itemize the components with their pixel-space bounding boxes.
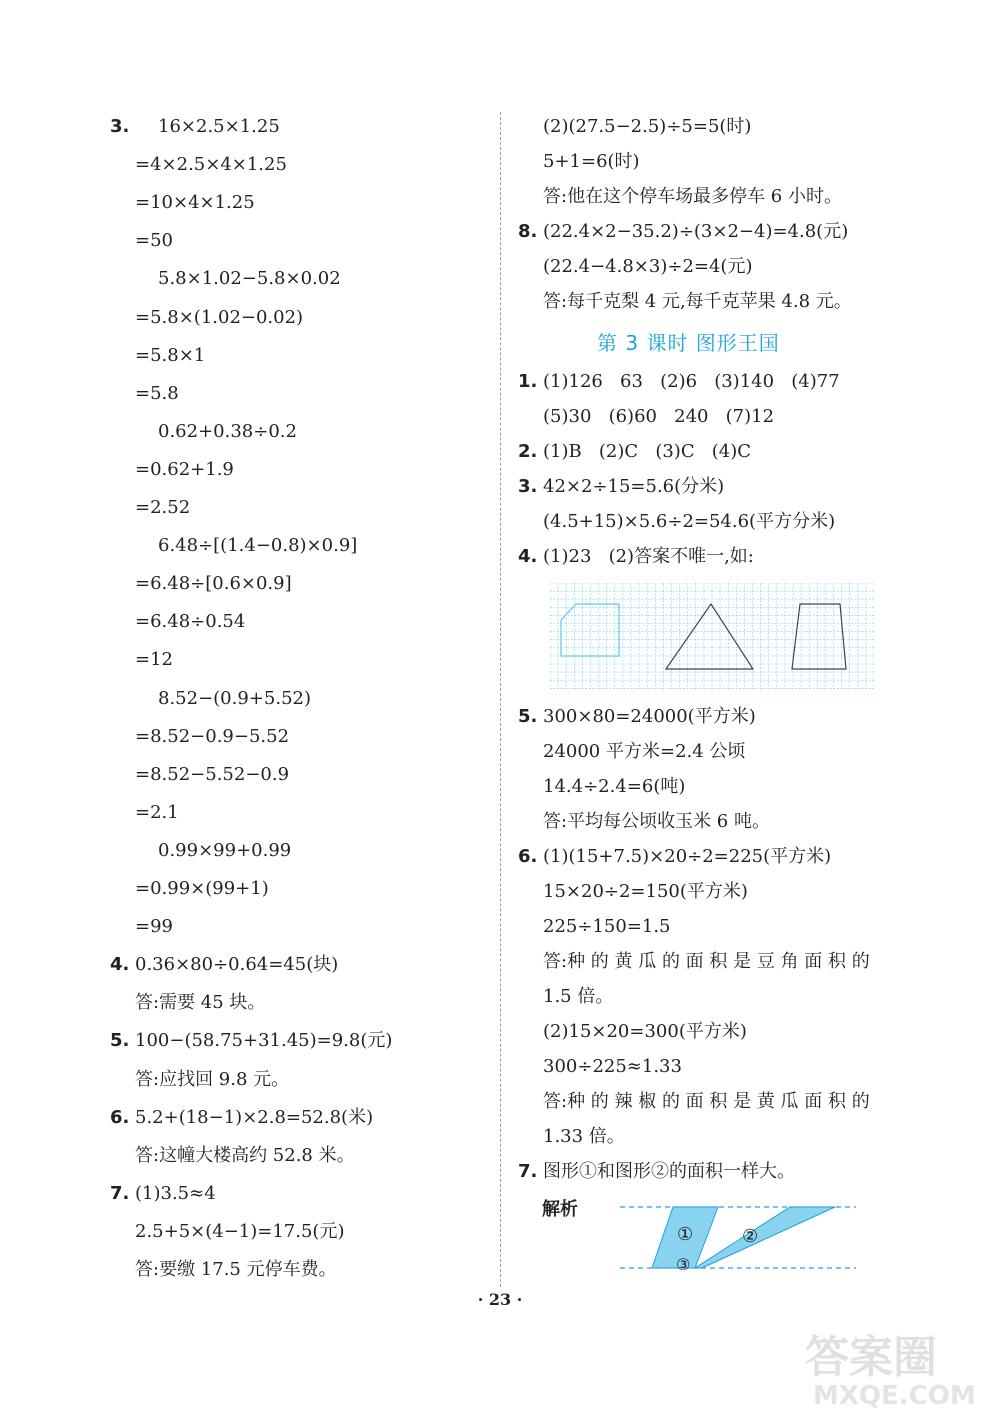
- answer-line: 24000 平方米=2.4 公顷: [543, 741, 746, 762]
- answer-line: =50: [135, 230, 173, 252]
- answer-line: 300×80=24000(平方米): [543, 706, 756, 727]
- answer-line: 答:平均每公顷收玉米 6 吨。: [543, 811, 770, 832]
- answer-line: (1)126 63 (2)6 (3)140 (4)77: [543, 371, 840, 392]
- answer-line: (1)(15+7.5)×20÷2=225(平方米): [543, 846, 832, 867]
- answer-line: 答:这幢大楼高约 52.8 米。: [135, 1144, 355, 1166]
- answer-line: (1)3.5≈4: [135, 1182, 216, 1204]
- answer-line: =2.1: [135, 801, 179, 823]
- answer-line: =5.8×(1.02−0.02): [135, 306, 304, 328]
- answer-line: =4×2.5×4×1.25: [135, 154, 287, 176]
- answer-line: =5.8: [135, 382, 179, 404]
- label-three: ③: [676, 1255, 691, 1274]
- answer-line: 42×2÷15=5.6(分米): [543, 476, 725, 497]
- answer-line: =6.48÷0.54: [135, 611, 246, 633]
- problem-number: 2.: [518, 441, 538, 462]
- problem-number: 3.: [518, 476, 538, 497]
- problem-number: 7.: [518, 1161, 538, 1182]
- answer-line: 225÷150=1.5: [543, 916, 671, 937]
- svg-text:MXQE.COM: MXQE.COM: [813, 1381, 976, 1408]
- answer-line: =10×4×1.25: [135, 192, 255, 214]
- analysis-label: 解析: [542, 1199, 578, 1220]
- label-one: ①: [677, 1224, 694, 1245]
- answer-line: 16×2.5×1.25: [158, 116, 280, 137]
- page-number: · 23 ·: [477, 1290, 523, 1309]
- answer-line: 15×20÷2=150(平方米): [543, 881, 748, 902]
- answer-line: 100−(58.75+31.45)=9.8(元): [135, 1030, 393, 1052]
- answer-line: (1)23 (2)答案不唯一,如:: [543, 546, 754, 567]
- answer-line: 14.4÷2.4=6(吨): [543, 776, 686, 797]
- answer-line: 答:种 的 黄 瓜 的 面 积 是 豆 角 面 积 的: [543, 951, 870, 972]
- grid-figure: [550, 583, 874, 689]
- answer-line: =8.52−0.9−5.52: [135, 725, 290, 747]
- problem-number: 3.: [110, 116, 130, 137]
- column-divider: [500, 112, 501, 1287]
- problem-number: 5.: [110, 1030, 130, 1052]
- answer-line: 答:需要 45 块。: [135, 992, 266, 1014]
- problem-number: 4.: [518, 546, 538, 567]
- shape-two: [695, 1207, 835, 1268]
- answer-line: 1.33 倍。: [543, 1126, 625, 1147]
- section-title: 第 3 课时 图形王国: [597, 331, 780, 355]
- answer-line: =6.48÷[0.6×0.9]: [135, 573, 292, 595]
- answer-line: 5.2+(18−1)×2.8=52.8(米): [135, 1106, 374, 1128]
- answer-line: =0.99×(99+1): [135, 878, 269, 899]
- answer-line: 5+1=6(时): [543, 151, 640, 172]
- answer-line: (2)(27.5−2.5)÷5=5(时): [543, 116, 752, 137]
- pentagon-shape: [561, 604, 619, 656]
- answer-line: 8.52−(0.9+5.52): [158, 687, 311, 709]
- answer-line: 答:要缴 17.5 元停车费。: [135, 1259, 337, 1280]
- answer-line: 0.62+0.38÷0.2: [158, 420, 297, 442]
- answer-line: =2.52: [135, 497, 191, 518]
- answer-line: 5.8×1.02−5.8×0.02: [158, 268, 341, 290]
- answer-line: 答:他在这个停车场最多停车 6 小时。: [543, 186, 842, 207]
- watermark-logo: [795, 1320, 995, 1408]
- problem-number: 7.: [110, 1182, 130, 1204]
- answer-line: (1)B (2)C (3)C (4)C: [543, 441, 752, 462]
- answer-line: 1.5 倍。: [543, 986, 614, 1007]
- answer-line: 答:应找回 9.8 元。: [135, 1068, 290, 1090]
- answer-line: (22.4−4.8×3)÷2=4(元): [543, 256, 753, 277]
- answer-line: =8.52−5.52−0.9: [135, 763, 290, 785]
- problem-number: 1.: [518, 371, 538, 392]
- answer-line: (2)15×20=300(平方米): [543, 1021, 747, 1042]
- triangle-shape: [666, 604, 753, 669]
- answer-line: =99: [135, 916, 173, 938]
- answer-line: 0.36×80÷0.64=45(块): [135, 954, 339, 976]
- answer-line: =5.8×1: [135, 344, 206, 366]
- problem-number: 6.: [518, 846, 538, 867]
- answer-line: 图形①和图形②的面积一样大。: [543, 1161, 795, 1182]
- answer-line: =0.62+1.9: [135, 458, 234, 480]
- trapezoid-shape: [792, 604, 846, 669]
- grid-lines: [550, 583, 874, 689]
- answer-line: 300÷225≈1.33: [543, 1056, 682, 1077]
- answer-line: 0.99×99+0.99: [158, 839, 292, 861]
- answer-line: (4.5+15)×5.6÷2=54.6(平方分米): [543, 511, 836, 532]
- answer-line: 6.48÷[(1.4−0.8)×0.9]: [158, 535, 358, 557]
- svg-text:答案圈: 答案圈: [805, 1332, 937, 1383]
- problem-number: 8.: [518, 221, 538, 242]
- problem-number: 6.: [110, 1106, 130, 1128]
- answer-line: =12: [135, 649, 173, 671]
- problem-number: 5.: [518, 706, 538, 727]
- parallelogram-figure: [620, 1200, 860, 1275]
- answer-line: 答:每千克梨 4 元,每千克苹果 4.8 元。: [543, 291, 852, 312]
- answer-line: (5)30 (6)60 240 (7)12: [543, 406, 775, 427]
- problem-number: 4.: [110, 954, 130, 976]
- answer-line: (22.4×2−35.2)÷(3×2−4)=4.8(元): [543, 221, 849, 242]
- answer-line: 答:种 的 辣 椒 的 面 积 是 黄 瓜 面 积 的: [543, 1091, 870, 1112]
- label-two: ②: [742, 1226, 759, 1247]
- answer-line: 2.5+5×(4−1)=17.5(元): [135, 1220, 345, 1242]
